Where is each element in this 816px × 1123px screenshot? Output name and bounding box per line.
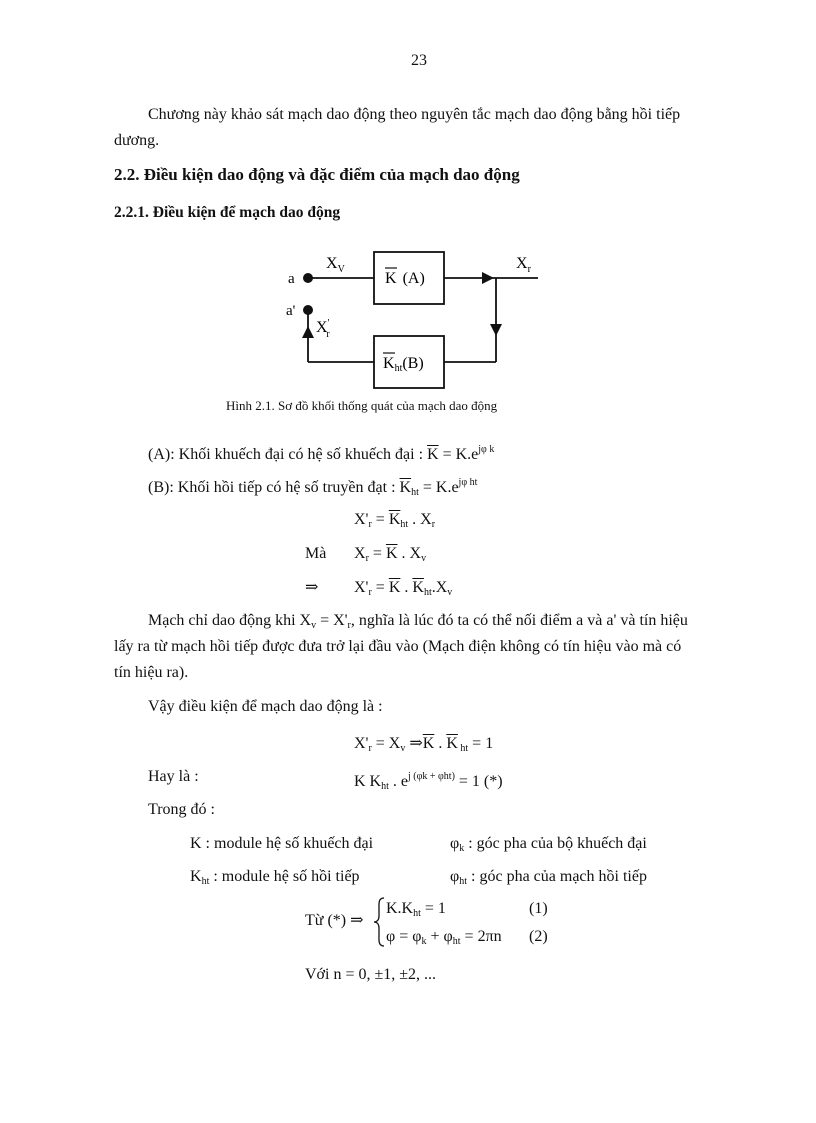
oscillation-paragraph-line-3: tín hiệu ra). (114, 664, 189, 681)
label-xr-prime: X' r (316, 318, 330, 340)
node-a-prime-icon (303, 305, 313, 315)
label-a: a (288, 271, 295, 287)
equation-3-label: ⇒ (305, 579, 319, 596)
k-module-definition: K : module hệ số khuếch đại (190, 835, 374, 852)
equation-2: $X_r = \overline{K}$ . $X_v$ (354, 545, 427, 564)
node-a-icon (303, 273, 313, 283)
equation-5-label: Hay là : (148, 768, 199, 785)
block-diagram (270, 242, 560, 402)
equation-1: $X'_r = \overline{K}_{ht}$ . $X_r$ (354, 511, 436, 530)
phi-ht-definition: $\varphi_{ht}$ : góc pha của mạch hồi tiếp (450, 868, 647, 887)
intro-line-1: Chương này khảo sát mạch dao động theo nguyên tắc mạch dao động bằng hồi tiếp (148, 106, 681, 123)
where-label: Trong đó : (148, 801, 215, 818)
kht-definition: $K_{ht}$ : module hệ số hồi tiếp (190, 868, 360, 887)
label-xr: $X_r$ (516, 255, 531, 275)
system-row-2-number: (2) (529, 928, 548, 945)
label-a-prime: a' (286, 303, 296, 319)
section-heading-2-2-1: 2.2.1. Điều kiện để mạch dao động (114, 204, 341, 221)
up-arrow-icon (302, 326, 314, 338)
system-row-1-number: (1) (529, 900, 548, 917)
block-a-label: K (A) (385, 270, 425, 287)
definition-a: (A): Khối khuếch đại có hệ số khuếch đại : $\overline{K} = K.e^{j\varphi k}$ (148, 444, 495, 463)
phi-k-definition: $\varphi_k$ : góc pha của bộ khuếch đại (450, 835, 647, 854)
page-number: 23 (411, 52, 427, 69)
condition-intro: Vậy điều kiện để mạch dao động là : (148, 698, 383, 715)
equation-4: $X'_r = X_v$ $\Rightarrow\overline{K}$ . $\overline{K}$ $_{ht}$ = 1 (354, 735, 494, 754)
block-b-label: Kht(B) (383, 355, 424, 374)
definition-b: (B): Khối hồi tiếp có hệ số truyền đạt : $\overline{K}_{ht} = K.e^{j\varphi ht}$ (148, 477, 478, 498)
n-values: Với n = 0, ±1, ±2, ... (305, 966, 437, 983)
system-row-1: $K.K_{ht} = 1$ (386, 900, 446, 919)
equation-3: $X'_r = \overline{K}$ . $\overline{K}_{ht}.X_v$ (354, 579, 453, 598)
label-xv: $X_V$ (326, 255, 345, 275)
system-prefix: Từ (*) ⇒ (305, 912, 364, 929)
output-arrow-icon (482, 272, 494, 284)
equation-2-label: Mà (305, 545, 327, 562)
oscillation-paragraph-line-1: Mạch chỉ dao động khi $X_v = X'_r$, nghĩa là lúc đó ta có thể nối điểm a và a' và tín hiệu (148, 612, 688, 631)
left-brace-icon (372, 896, 386, 948)
oscillation-paragraph-line-2: lấy ra từ mạch hồi tiếp được đưa trở lại đầu vào (Mạch điện không có tín hiệu vào mà có (114, 638, 682, 655)
down-arrow-icon (490, 324, 502, 336)
figure-caption: Hình 2.1. Sơ đồ khối thống quát của mạch dao động (226, 398, 498, 413)
equation-5: K $K_{ht}$ . $e^{j (\varphi k + \varphi ht)} = 1$ (*) (354, 771, 503, 792)
intro-line-2: dương. (114, 132, 160, 149)
section-heading-2-2: 2.2. Điều kiện dao động và đặc điểm của mạch dao động (114, 165, 520, 184)
system-row-2: $\varphi = \varphi_k + \varphi_{ht} = 2\pi n$ (386, 928, 502, 947)
